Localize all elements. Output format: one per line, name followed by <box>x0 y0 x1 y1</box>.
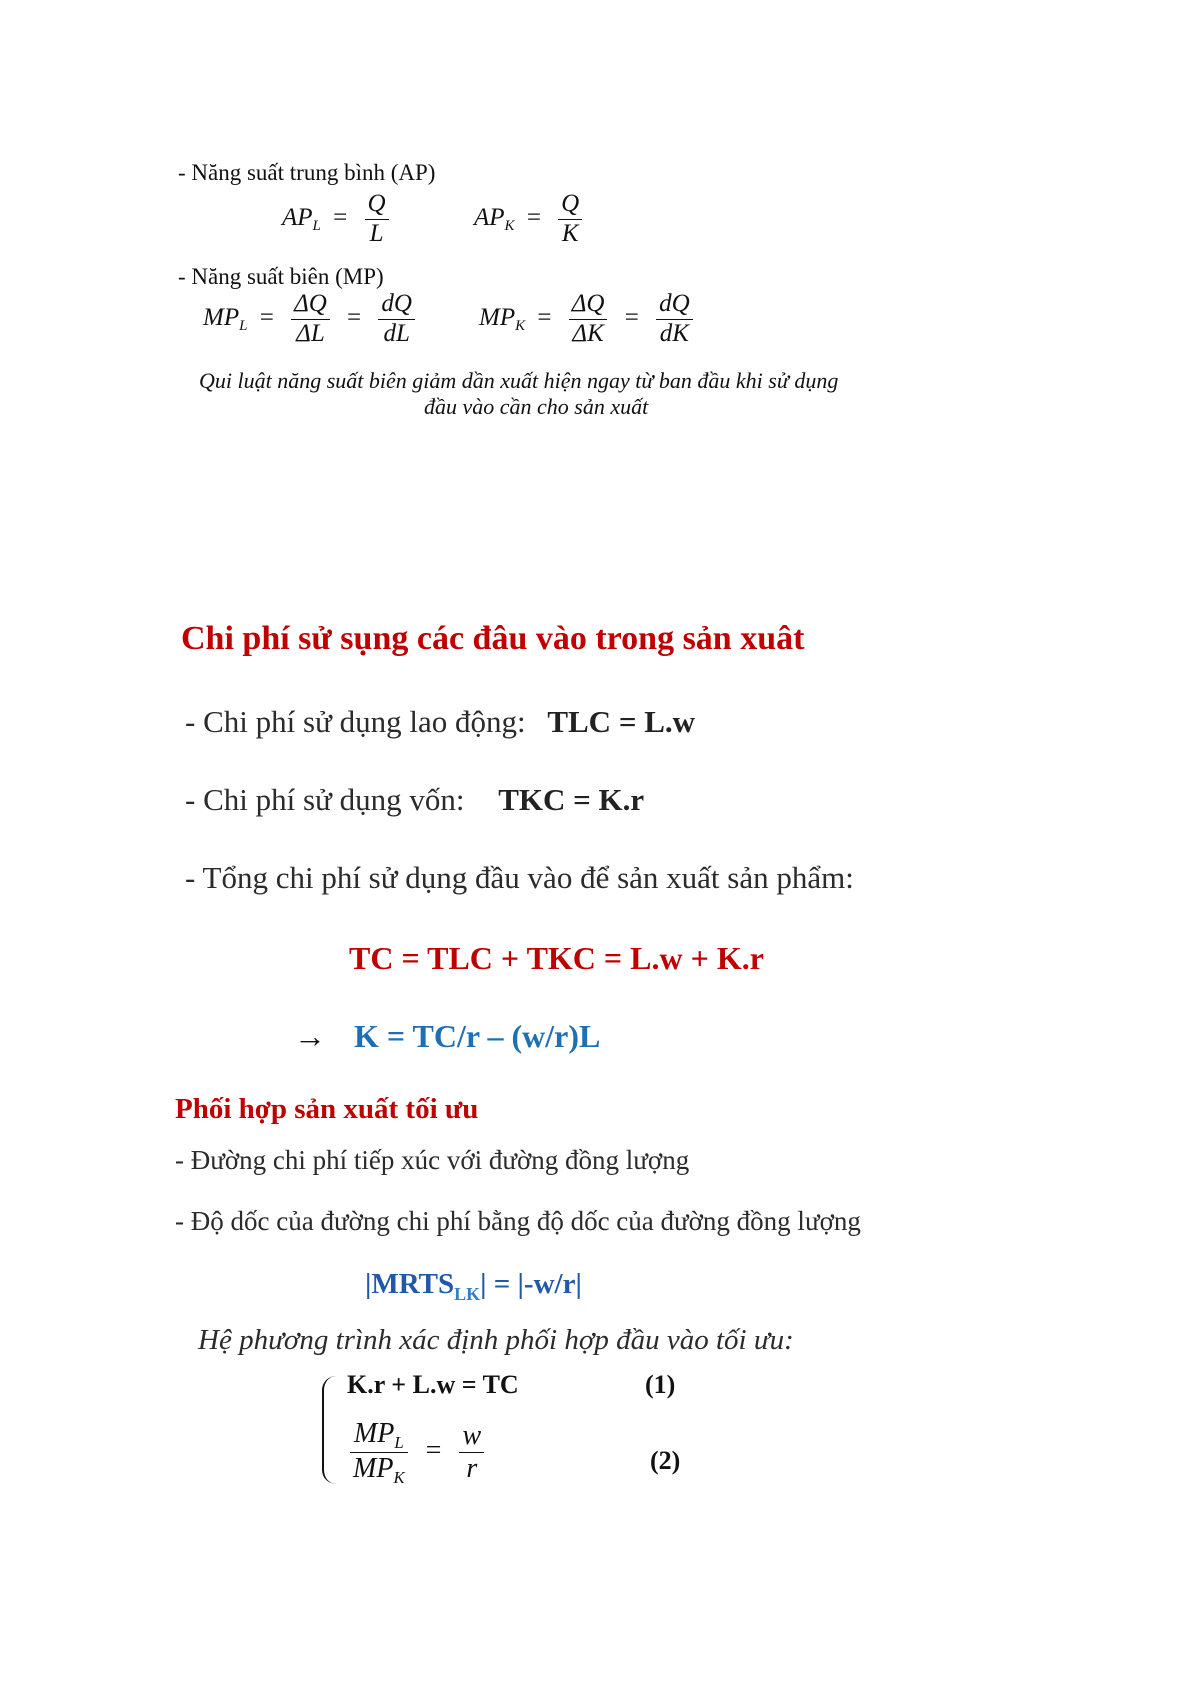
equals-sign: = <box>259 303 274 331</box>
equals-sign: = <box>333 203 348 231</box>
cost-section-title: Chi phí sử sụng các đâu vào trong sản xuât <box>181 620 805 657</box>
law-note-line-2: đầu vào cần cho sản xuất <box>424 394 649 419</box>
fraction <box>558 190 582 249</box>
labor-cost-row <box>185 704 695 740</box>
mp-k-subscript: K <box>393 1468 405 1488</box>
denominator <box>350 1453 408 1487</box>
equation-2-label: (2) <box>650 1446 681 1475</box>
mp-k-symbol: MP <box>479 303 516 331</box>
ap-k-subscript: K <box>504 218 515 235</box>
equals-sign: = <box>526 203 541 231</box>
equals-sign: = <box>537 303 552 331</box>
fraction <box>365 190 389 249</box>
denominator: dK <box>659 319 689 347</box>
mp-labor-formula <box>203 290 420 349</box>
numerator: Q <box>365 190 389 220</box>
denominator: ΔL <box>296 319 325 347</box>
system-brace <box>322 1376 338 1484</box>
equation-1-label: (1) <box>645 1370 676 1399</box>
numerator: ΔQ <box>569 290 608 320</box>
mp-heading: - Năng suất biên (MP) <box>178 264 384 289</box>
implies-arrow-icon: → <box>294 1018 326 1054</box>
mp-ratio-fraction <box>350 1418 408 1487</box>
capital-cost-label: - Chi phí sử dụng vốn: <box>185 782 465 817</box>
mp-k-subscript: K <box>515 318 526 335</box>
labor-cost-label: - Chi phí sử dụng lao động: <box>185 704 526 739</box>
denominator: ΔK <box>572 319 604 347</box>
optimal-point-1: - Đường chi phí tiếp xúc với đường đồng lượng <box>175 1145 690 1175</box>
mp-l-symbol: MP <box>203 303 240 331</box>
labor-cost-formula: TLC = L.w <box>547 704 696 739</box>
mp-k-symbol: MP <box>353 1453 394 1485</box>
capital-cost-formula: TKC = K.r <box>498 782 645 817</box>
ap-labor-formula <box>282 190 394 249</box>
mp-l-symbol: MP <box>353 1418 395 1449</box>
ap-capital-formula <box>474 190 587 249</box>
fraction <box>378 290 415 349</box>
system-intro: Hệ phương trình xác định phối hợp đầu vào tối ưu: <box>198 1324 794 1356</box>
total-cost-formula: TC = TLC + TKC = L.w + K.r <box>349 940 764 976</box>
budget-line-row <box>294 1018 600 1055</box>
equals-sign: = <box>425 1435 442 1467</box>
fraction <box>291 290 330 349</box>
price-ratio-fraction <box>459 1420 484 1485</box>
total-cost-label: - Tổng chi phí sử dụng đầu vào để sản xuất sản phẩm: <box>185 860 854 895</box>
equation-1: K.r + L.w = TC <box>347 1370 519 1399</box>
numerator: Q <box>558 190 582 220</box>
numerator <box>350 1418 408 1453</box>
denominator: K <box>561 219 579 247</box>
law-note-line-1: Qui luật năng suất biên giảm dần xuất hiện ngay từ ban đầu khi sử dụng <box>199 368 839 393</box>
mrts-formula <box>365 1268 582 1305</box>
numerator: dQ <box>656 290 693 320</box>
ap-k-symbol: AP <box>474 203 505 231</box>
ap-l-subscript: L <box>312 218 321 235</box>
mp-l-subscript: L <box>394 1432 404 1452</box>
mp-l-subscript: L <box>239 318 248 335</box>
denominator: dL <box>383 319 410 347</box>
mrts-rest: | = |-w/r| <box>480 1268 582 1300</box>
mrts-subscript: LK <box>454 1284 481 1305</box>
denominator: r <box>466 1453 478 1485</box>
equation-2 <box>350 1418 489 1487</box>
budget-line-formula: K = TC/r – (w/r)L <box>354 1018 601 1054</box>
numerator: ΔQ <box>291 290 330 320</box>
numerator: dQ <box>378 290 415 320</box>
fraction <box>569 290 608 349</box>
capital-cost-row <box>185 782 644 818</box>
mp-capital-formula <box>479 290 698 349</box>
optimal-section-title: Phối hợp sản xuất tối ưu <box>175 1093 479 1125</box>
equals-sign: = <box>624 303 639 331</box>
denominator: L <box>369 219 384 247</box>
mrts-open: |MRTS <box>365 1268 455 1300</box>
equals-sign: = <box>347 303 362 331</box>
fraction <box>656 290 693 349</box>
ap-l-symbol: AP <box>282 203 313 231</box>
numerator: w <box>459 1420 484 1453</box>
optimal-point-2: - Độ dốc của đường chi phí bằng độ dốc của đường đồng lượng <box>175 1206 861 1236</box>
ap-heading: - Năng suất trung bình (AP) <box>178 160 436 185</box>
